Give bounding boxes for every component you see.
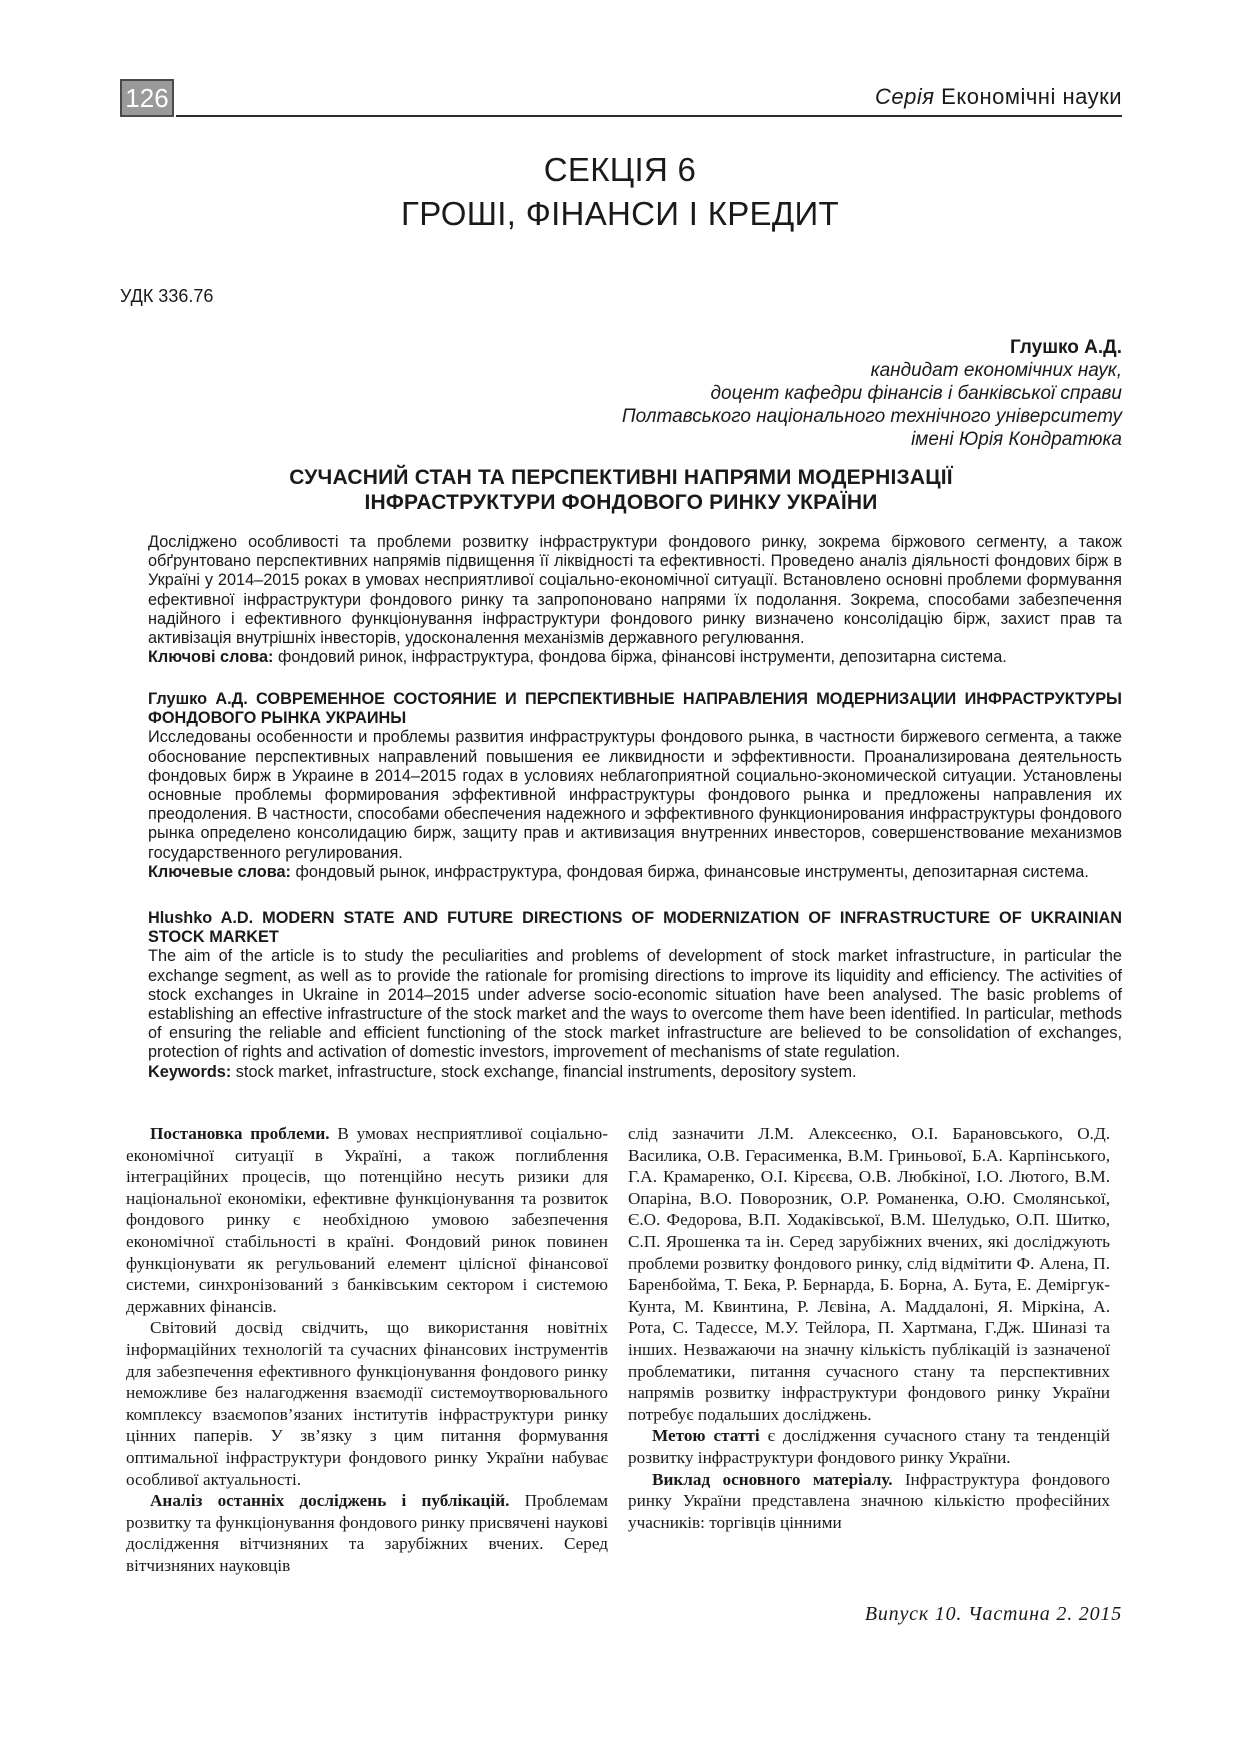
series-name: Економічні науки — [941, 84, 1122, 109]
keywords-label: Ключевые слова: — [148, 862, 291, 881]
section-title — [0, 148, 1240, 236]
paragraph-lead: Постановка проблеми. — [150, 1124, 330, 1143]
paragraph-lead: Виклад основного матеріалу. — [652, 1469, 893, 1489]
article-title-line: СУЧАСНИЙ СТАН ТА ПЕРСПЕКТИВНІ НАПРЯМИ МОДЕРНІЗАЦІЇ — [289, 466, 953, 489]
abstract-text: The aim of the article is to study the peculiarities and problems of development of stock market infrastructure, in particular the exchange segment, as well as to provide the rationale for promising directions to improve its liquidity and efficiency. The activities of stock exchanges in Ukraine in 2014–2015 under adverse socio-economic situation have been analysed. The basic problems of establishing an effective infrastructure of the stock market and the ways to overcome them have been identified. In particular, methods of ensuring the reliable and efficient functioning of the stock market infrastructure are believed to be consolidation of exchanges, protection of rights and activation of domestic investors, improvement of mechanisms of state regulation. — [148, 947, 1122, 1062]
header-rule — [176, 115, 1122, 117]
paragraph-lead: Аналіз останніх досліджень і публікацій. — [150, 1491, 510, 1511]
body-paragraph — [628, 1425, 1110, 1468]
paragraph-text: Інфраструктура фондового ринку України представлена значною кількістю професійних учасників: торгівців цінними — [628, 1469, 1111, 1532]
paragraph-lead: Метою статті — [652, 1426, 760, 1446]
body-column-left — [126, 1123, 608, 1576]
body-paragraph: слід зазначити Л.М. Алексеєнко, О.І. Барановського, О.Д. Василика, О.В. Герасименка, В.М. Гриньової, Б.А. Карпінського, Г.А. Крамаренко, О.І. Кірєєва, О.В. Любкіної, І.О. Лютого, В.М. Опаріна, В.О. Поворозник, О.Р. Романенка, О.Ю. Смолянської, Є.О. Федорова, В.П. Ходаківської, В.М. Шелудько, О.П. Шитко, С.П. Ярошенка та ін. Серед зарубіжних вчених, які досліджують проблеми розвитку фондового ринку, слід відмітити Ф. Алена, П. Баренбойма, Т. Бека, Р. Бернарда, Б. Борна, А. Бута, Е. Деміргук-Кунта, М. Квинтина, Р. Лєвіна, А. Маддалоні, Я. Міркіна, А. Рота, С. Тадессе, М.У. Тейлора, П. Хартмана, Г.Дж. Шиназі та інших. Незважаючи на значну кількість публікацій із зазначеної проблематики, питання сучасного стану та перспективних напрямів розвитку інфраструктури фондового ринку України потребує подальших досліджень. — [628, 1124, 1110, 1424]
abstract-text: Исследованы особенности и проблемы развития инфраструктуры фондового рынка, в частности биржевого сегмента, а также обоснование перспективных направлений повышения ее ликвидности и эффективности. Проанализирована деятельность фондовых бирж в Украине в 2014–2015 годах в условиях неблагоприятной социально-экономической ситуации. Установлены основные проблемы формирования эффективной инфраструктуры фондового рынка и предложены направления их преодоления. В частности, способами обеспечения надежного и эффективного функционирования инфраструктуры фондового рынка определено консолидацию бирж, защиту прав и активизация внутренних инвесторов, совершенствование механизмов государственного регулирования. — [148, 728, 1122, 862]
issue-footer: Випуск 10. Частина 2. 2015 — [864, 1603, 1122, 1625]
body-paragraph — [126, 1490, 608, 1576]
keywords-label: Keywords: — [148, 1062, 232, 1081]
udc-code: УДК 336.76 — [120, 286, 214, 306]
body-paragraph — [126, 1123, 608, 1317]
author-affiliation-line: доцент кафедри фінансів і банківської справи — [710, 383, 1122, 404]
paragraph-text: є дослідження сучасного стану та тенденцій розвитку інфраструктури фондового ринку України. — [628, 1426, 1110, 1467]
author-affiliation-line: кандидат економічних наук, — [870, 360, 1122, 381]
keywords-text: фондовий ринок, інфраструктура, фондова біржа, фінансові інструменти, депозитарна система. — [277, 648, 1007, 667]
paragraph-text: В умовах несприятливої соціально-економічної ситуації в Україні, а також поглиблення інтеграційних процесів, що потенційно несуть ризики для національної економіки, ефективне функціонування та розвиток фондового ринку є необхідною умовою забезпечення економічної стабільності в країні. Фондовий ринок повинен функціонувати як регульований елемент цілісної фінансової системи, синхронізований з банківським сектором і системою державних фінансів. — [126, 1124, 609, 1316]
keywords-line — [148, 648, 1122, 667]
series-title — [875, 84, 1122, 110]
keywords-label: Ключові слова: — [148, 648, 274, 667]
body-column-right — [628, 1123, 1110, 1533]
series-prefix: Серія — [875, 84, 935, 109]
abstract-english — [148, 909, 1122, 1082]
article-title — [120, 465, 1122, 515]
author-affiliation-line: імені Юрія Кондратюка — [911, 429, 1122, 450]
abstract-heading: Hlushko A.D. MODERN STATE AND FUTURE DIRECTIONS OF MODERNIZATION OF INFRASTRUCTURE OF UKRAINIAN STOCK MARKET — [148, 909, 1122, 947]
author-block — [622, 336, 1122, 451]
body-paragraph: Світовий досвід свідчить, що використання новітніх інформаційних технологій та сучасних фінансових інструментів для забезпечення ефективного функціонування фондового ринку неможливе без налагодження взаємодії системоутворювального комплексу взаємопов’язаних інститутів інфраструктури ринку цінних паперів. У зв’язку з цим питання формування оптимальної інфраструктури фондового ринку України набуває особливої актуальності. — [126, 1318, 608, 1489]
abstract-ukrainian — [148, 533, 1122, 667]
keywords-line — [148, 1063, 1122, 1082]
paragraph-text: Проблемам розвитку та функціонування фондового ринку присвячені наукові дослідження вітчизняних та зарубіжних вчених. Серед вітчизняних науковців — [126, 1491, 608, 1575]
article-title-line: ІНФРАСТРУКТУРИ ФОНДОВОГО РИНКУ УКРАЇНИ — [364, 491, 878, 514]
author-affiliation-line: Полтавського національного технічного університету — [621, 406, 1122, 427]
section-number: СЕКЦІЯ 6 — [543, 151, 697, 188]
abstract-russian — [148, 690, 1122, 882]
page-number: 126 — [120, 79, 174, 117]
author-name: Глушко А.Д. — [1009, 337, 1122, 358]
section-name: ГРОШІ, ФІНАНСИ І КРЕДИТ — [401, 195, 839, 232]
keywords-text: фондовый рынок, инфраструктура, фондовая биржа, финансовые инструменты, депозитарная система. — [295, 862, 1089, 881]
body-paragraph — [628, 1469, 1110, 1534]
keywords-text: stock market, infrastructure, stock exchange, financial instruments, depository system. — [235, 1062, 857, 1081]
abstract-text: Досліджено особливості та проблеми розвитку інфраструктури фондового ринку, зокрема біржового сегменту, а також обґрунтовано перспективних напрямів підвищення її ліквідності та ефективності. Проведено аналіз діяльності фондових бірж в Україні у 2014–2015 роках в умовах несприятливої соціально-економічної ситуації. Встановлено основні проблеми формування ефективної інфраструктури фондового ринку та запропоновано напрями їх подолання. Зокрема, способами забезпечення надійного і ефективного функціонування інфраструктури фондового ринку визначено консолідацію бірж, захист прав та активізація внутрішніх інвесторів, удосконалення механізмів державного регулювання. — [148, 533, 1122, 648]
abstract-heading: Глушко А.Д. СОВРЕМЕННОЕ СОСТОЯНИЕ И ПЕРСПЕКТИВНЫЕ НАПРАВЛЕНИЯ МОДЕРНИЗАЦИИ ИНФРАСТРУКТУРЫ ФОНДОВОГО РЫНКА УКРАИНЫ — [148, 690, 1122, 728]
keywords-line — [148, 863, 1122, 882]
